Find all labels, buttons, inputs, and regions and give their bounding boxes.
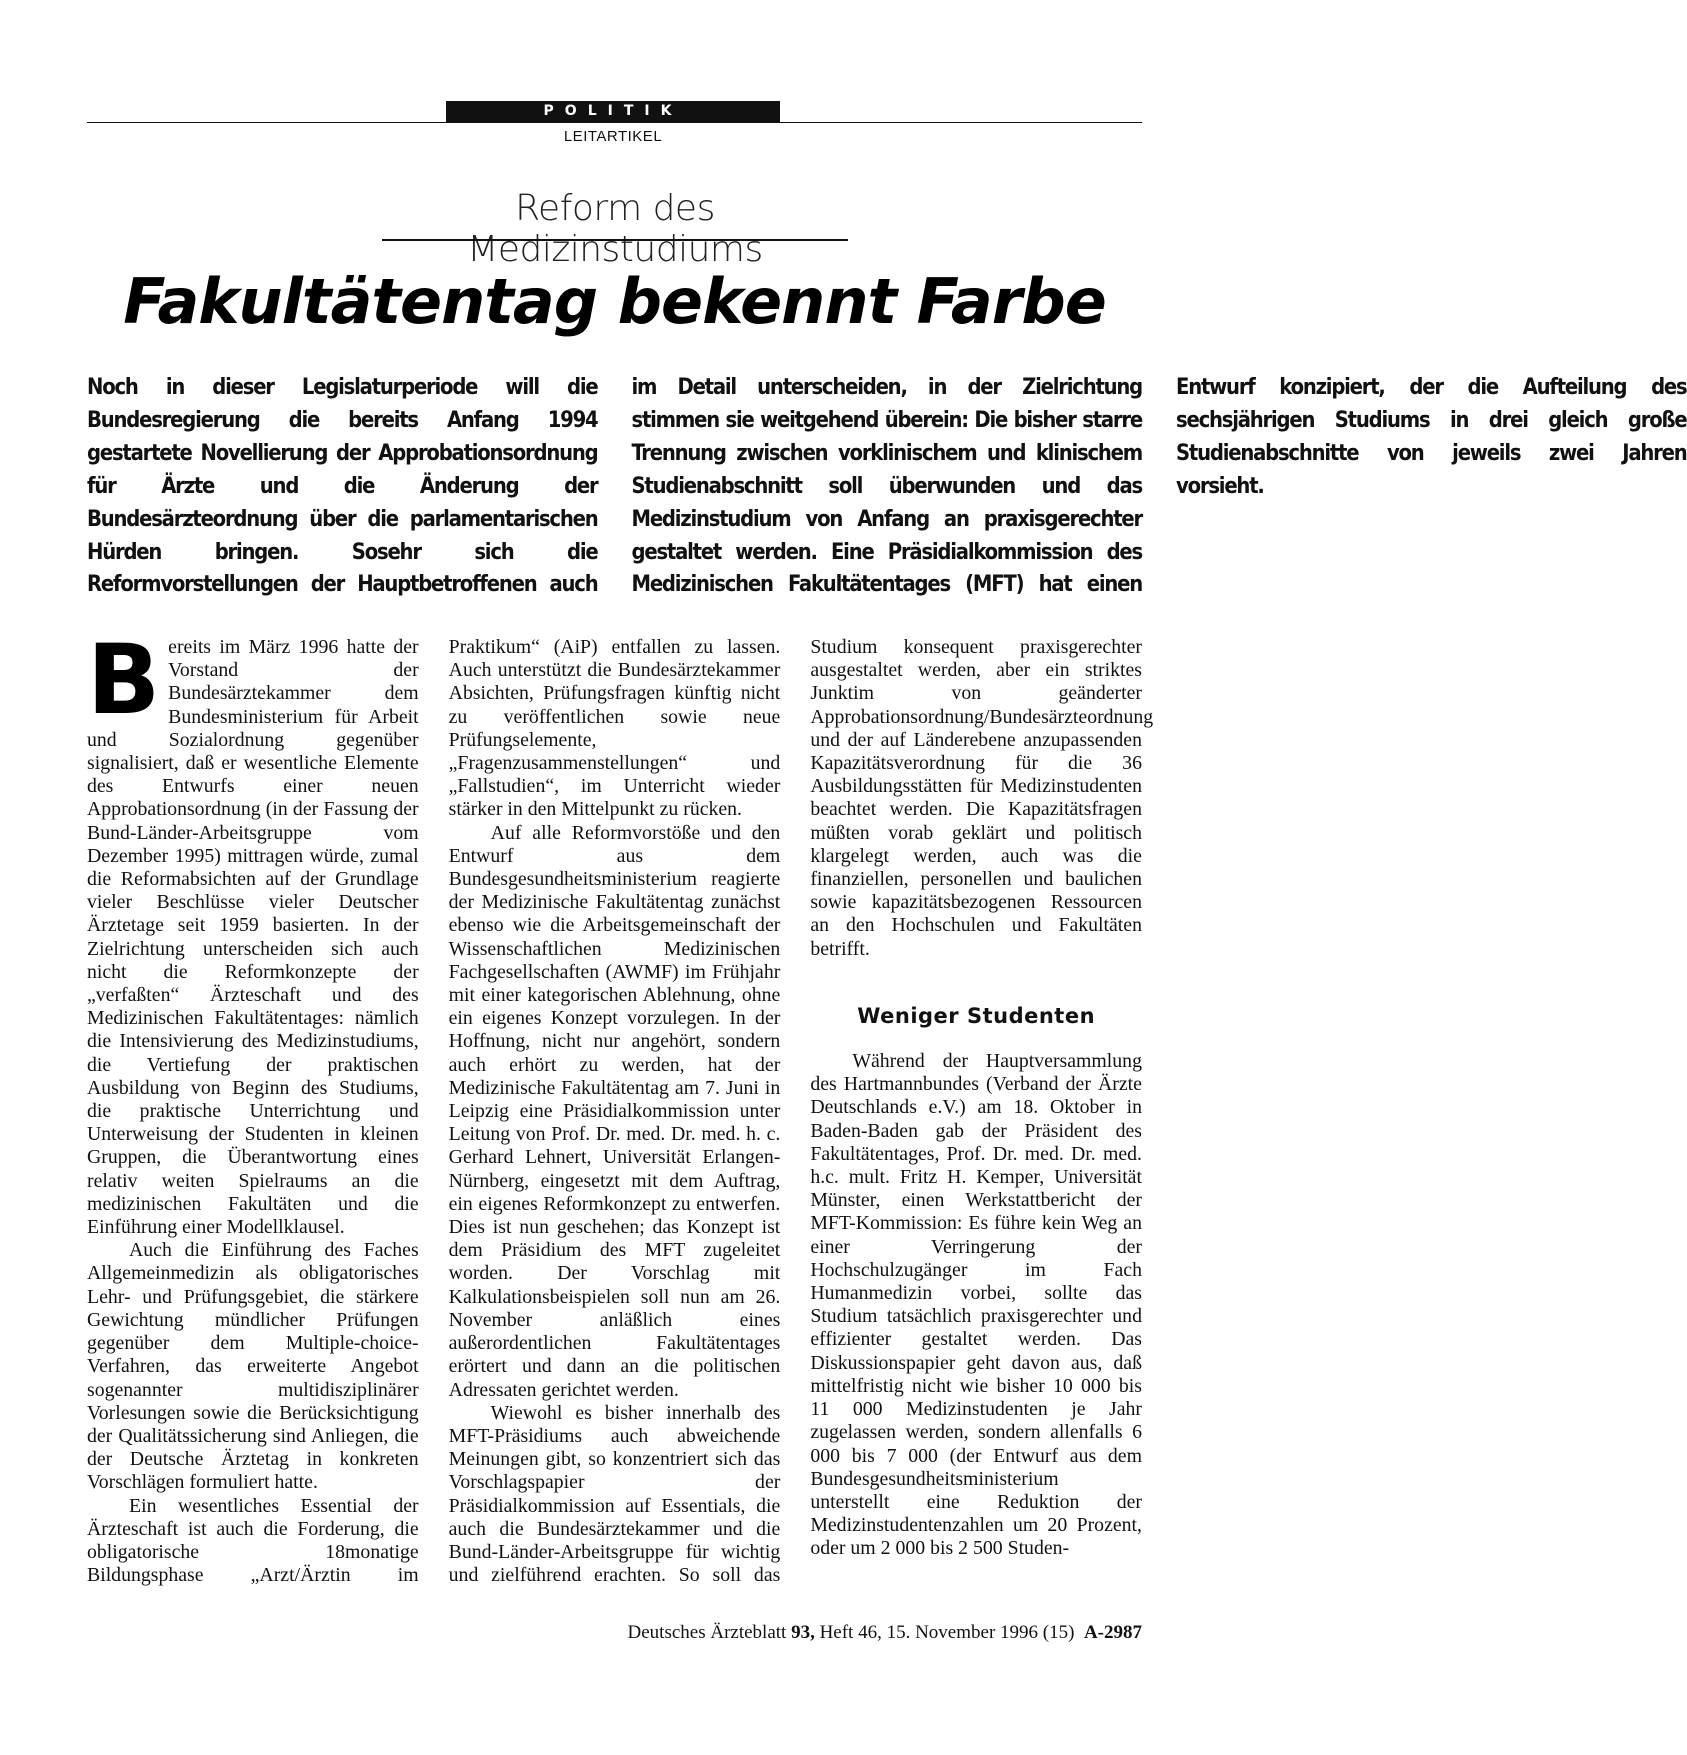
article-lead: Noch in dieser Legislaturperiode will die Bundesregierung die bereits Anfang 1994 gestartete Novellierung der Approbationsordnung für Ärzte und die Änderung der Bundesärzteordnung über die parlamentarischen Hürden bringen. Sosehr sich die Reformvorstellungen der Hauptbetroffenen auch im Detail unterscheiden, in der Zielrichtung stimmen sie weitgehend überein: Die bisher starre Trennung zwischen vorklinischem und klinischem Studienabschnitt soll überwunden und das Medizinstudium von Anfang an praxisgerechter gestaltet werden. Eine Präsidialkommission des Medizinischen Fakultätentages (MFT) hat einen Entwurf konzipiert, der die Aufteilung des sechsjährigen Studiums in drei gleich große Studienabschnitte von jeweils zwei Jahren vorsieht. <box>87 375 1687 598</box>
page-number: A-2987 <box>1083 1622 1142 1643</box>
body-paragraph: Während der Hauptversammlung des Hartmannbundes (Verband der Ärzte Deutschlands e.V.) am 18. Oktober in Baden-Baden gab der Präsident des Fakultätentages, Prof. Dr. med. Dr. med. h.c. mult. Fritz H. Kemper, Universität Münster, einen Werkstattbericht der MFT-Kommission: Es führe kein Weg an einer Verringerung der Hochschulzugänger im Fach Humanmedizin vorbei, sollte das Studium tatsächlich praxisgerechter und effizienter gestaltet werden. Das Diskussionspapier geht davon aus, daß mittelfristig nicht wie bisher 10 000 bis 11 000 Medizinstudenten je Jahr zugelassen werden, sondern allenfalls 6 000 bis 7 000 (der Entwurf aus dem Bundesgesundheitsministerium unterstellt eine Reduktion der Medizinstudentenzahlen um 20 Prozent, oder um 2 000 bis 2 500 Studen- <box>810 1050 1142 1560</box>
issue-info: Heft 46, 15. November 1996 (15) <box>819 1622 1075 1643</box>
section-label: POLITIK <box>446 101 780 122</box>
article-headline: Fakultätentag bekennt Farbe <box>123 265 1106 338</box>
body-paragraph: Auf alle Reformvorstöße und den Entwurf aus dem Bundesgesundheitsministerium reagierte der Medizinische Fakultätentag zunächst ebenso wie die Arbeitsgemeinschaft der Wissenschaftlichen Medizinischen Fachgesellschaften (AWMF) im Frühjahr mit einer kategorischen Ablehnung, ohne ein eigenes Konzept vorzulegen. In der Hoffnung, nicht nur angehört, sondern auch erhört zu werden, hat der Medizinische Fakultätentag am 7. Juni in Leipzig eine Präsidialkommission unter Leitung von Prof. Dr. med. Dr. med. h. c. Gerhard Lehnert, Universität Erlangen-Nürnberg, eingesetzt mit dem Auftrag, ein eigenes Reformkonzept zu entwerfen. Dies ist nun geschehen; das Konzept ist dem Präsidium des MFT zugeleitet worden. Der Vorschlag mit Kalkulationsbeispielen soll nun am 26. November anläßlich eines außerordentlichen Fakultätentages erörtert und dann an die politischen Adressaten gerichtet werden. <box>448 821 781 1401</box>
article-body <box>87 624 1154 1616</box>
body-paragraph: Ein wesentliches Essential der Ärzteschaft ist auch die Forderung, die obligatorische 18monatige Bildungsphase „Arzt/Ärztin im Praktikum“ (AiP) entfallen zu lassen. Auch unterstützt die Bundesärztekammer Absichten, Prüfungsfragen künftig nicht zu veröffentlichen sowie neue Prüfungselemente, „Fragenzusammenstellungen“ und „Fallstudien“, im Unterricht wieder stärker in den Mittelpunkt zu rücken. <box>87 636 781 1587</box>
header-rule <box>87 122 1142 123</box>
body-paragraph: Wiewohl es bisher innerhalb des MFT-Präsidiums auch abweichende Meinungen gibt, so konzentriert sich das Vorschlagspapier der Präsidialkommission auf Essentials, die auch die Bundesärztekammer und die Bund-Länder-Arbeitsgruppe für wichtig und zielführend erachten. So soll das Studium konsequent praxisgerechter ausgestaltet werden, aber ein striktes Junktim von geänderter Approbationsordnung/Bundesärzteordnung und der auf Länderebene anzupassenden Kapazitätsverordnung für die 36 Ausbildungsstätten für Medizinstudenten beachtet werden. Die Kapazitätsfragen müßten vorab geklärt und politisch klargelegt werden, auch was die finanziellen, personellen und baulichen sowie kapazitätsbezogenen Ressourcen an den Hochschulen und Fakultäten betrifft. <box>448 636 1154 1587</box>
kicker-underline <box>382 239 848 241</box>
body-paragraph: Auch die Einführung des Faches Allgemeinmedizin als obligatorisches Lehr- und Prüfungsgebiet, die stärkere Gewichtung mündlicher Prüfungen gegenüber dem Multiple-choice-Verfahren, das erweiterte Angebot sogenannter multidisziplinärer Vorlesungen sowie die Berücksichtigung der Qualitätssicherung sind Anliegen, die der Deutsche Ärztetag in konkreten Vorschlägen formuliert hatte. <box>87 1239 419 1494</box>
section-subheading: Weniger Studenten <box>857 1003 1096 1028</box>
article-kicker: Reform des Medizinstudiums <box>467 188 763 270</box>
drop-cap: B <box>87 624 161 736</box>
journal-volume: 93, <box>791 1622 815 1643</box>
journal-name: Deutsches Ärzteblatt <box>627 1622 787 1643</box>
section-subtitle: LEITARTIKEL <box>563 128 663 145</box>
page-footer <box>628 1622 1142 1644</box>
body-paragraph: Bereits im März 1996 hatte der Vorstand der Bundesärztekammer dem Bundesministerium für Arbeit und Sozialordnung gegenüber signalisiert, daß er wesentliche Elemente des Entwurfs einer neuen Approbationsordnung (in der Fassung der Bund-Länder-Arbeitsgruppe vom Dezember 1995) mittragen würde, zumal die Reformabsichten auf der Grundlage vieler Beschlüsse vieler Deutscher Ärztetage seit 1959 basierten. In der Zielrichtung unterscheiden sich auch nicht die Reformkonzepte der „verfaßten“ Ärzteschaft und des Medizinischen Fakultätentages: nämlich die Intensivierung des Medizinstudiums, die Vertiefung der praktischen Ausbildung von Beginn des Studiums, die praktische Unterrichtung und Unterweisung der Studenten in kleinen Gruppen, die Überantwortung eines relativ weiten Spielraums an die medizinischen Fakultäten und die Einführung einer Modellklausel. <box>87 624 419 1239</box>
